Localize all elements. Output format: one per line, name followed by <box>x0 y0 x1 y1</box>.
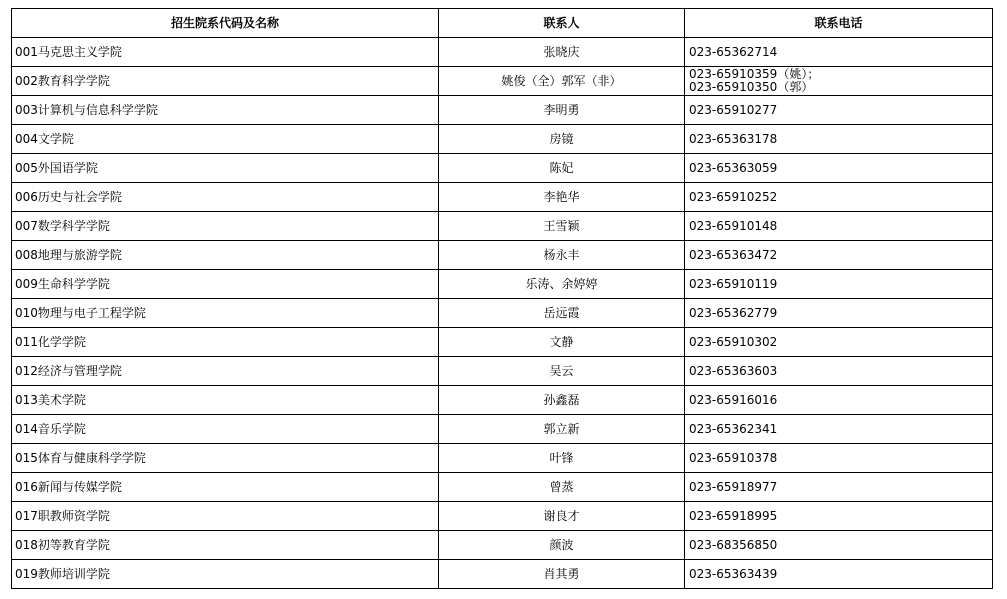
table-row <box>12 270 993 299</box>
phone-number: 023-65363603 <box>689 363 778 378</box>
contact-phone-cell <box>685 328 993 357</box>
department-cell: 012经济与管理学院 <box>12 357 439 386</box>
table-row <box>12 415 993 444</box>
contact-person-cell: 陈妃 <box>439 154 685 183</box>
table-row <box>12 299 993 328</box>
table-row <box>12 473 993 502</box>
department-cell: 017职教师资学院 <box>12 502 439 531</box>
phone-number: 023-65910252 <box>689 189 778 204</box>
phone-number: 023-65918995 <box>689 508 778 523</box>
contact-phone-cell <box>685 154 993 183</box>
department-cell: 002教育科学学院 <box>12 67 439 96</box>
contact-person-cell: 曾蒸 <box>439 473 685 502</box>
phone-number: 023-65363472 <box>689 247 778 262</box>
contact-phone-cell <box>685 444 993 473</box>
department-cell: 010物理与电子工程学院 <box>12 299 439 328</box>
contact-phone-cell <box>685 125 993 154</box>
department-cell: 011化学学院 <box>12 328 439 357</box>
department-cell: 007数学科学学院 <box>12 212 439 241</box>
table-row <box>12 444 993 473</box>
contact-phone-cell <box>685 96 993 125</box>
phone-number: 023-65363059 <box>689 160 778 175</box>
contact-person-cell: 颜波 <box>439 531 685 560</box>
contact-person-cell: 乐涛、余婷婷 <box>439 270 685 299</box>
contact-person-cell: 杨永丰 <box>439 241 685 270</box>
contact-phone-cell <box>685 502 993 531</box>
department-cell: 015体育与健康科学学院 <box>12 444 439 473</box>
department-cell: 016新闻与传媒学院 <box>12 473 439 502</box>
contact-phone-cell <box>685 183 993 212</box>
table-row <box>12 560 993 589</box>
contact-person-cell: 张晓庆 <box>439 38 685 67</box>
phone-number: 023-65362714 <box>689 44 778 59</box>
department-cell: 014音乐学院 <box>12 415 439 444</box>
department-cell: 005外国语学院 <box>12 154 439 183</box>
contact-phone-cell <box>685 415 993 444</box>
phone-number: 023-65910359（姚）； <box>689 67 820 81</box>
phone-number: 023-65910302 <box>689 334 778 349</box>
contact-phone-cell <box>685 38 993 67</box>
contact-phone-cell <box>685 531 993 560</box>
phone-number: 023-65910350（郭） <box>689 80 814 94</box>
table-row <box>12 357 993 386</box>
table-row <box>12 38 993 67</box>
contact-person-cell: 岳远霞 <box>439 299 685 328</box>
contact-phone-cell <box>685 241 993 270</box>
department-cell: 019教师培训学院 <box>12 560 439 589</box>
table-row <box>12 328 993 357</box>
phone-number: 023-65910148 <box>689 218 778 233</box>
contact-table-container <box>11 8 993 589</box>
table-row <box>12 502 993 531</box>
table-row <box>12 183 993 212</box>
phone-number: 023-65918977 <box>689 479 778 494</box>
phone-number: 023-65363178 <box>689 131 778 146</box>
table-row <box>12 241 993 270</box>
contact-phone-cell <box>685 473 993 502</box>
phone-number: 023-65916016 <box>689 392 778 407</box>
phone-number: 023-65910277 <box>689 102 778 117</box>
department-contact-table <box>11 8 993 589</box>
contact-person-cell: 李艳华 <box>439 183 685 212</box>
contact-person-cell: 吴云 <box>439 357 685 386</box>
contact-person-cell: 谢良才 <box>439 502 685 531</box>
contact-person-cell: 郭立新 <box>439 415 685 444</box>
department-cell: 018初等教育学院 <box>12 531 439 560</box>
phone-number: 023-65363439 <box>689 566 778 581</box>
table-row <box>12 125 993 154</box>
header-department: 招生院系代码及名称 <box>12 9 439 38</box>
department-cell: 004文学院 <box>12 125 439 154</box>
department-cell: 013美术学院 <box>12 386 439 415</box>
header-contact-phone: 联系电话 <box>685 9 993 38</box>
contact-phone-cell <box>685 299 993 328</box>
contact-phone-cell <box>685 67 993 96</box>
contact-person-cell: 王雪颖 <box>439 212 685 241</box>
contact-person-cell: 文静 <box>439 328 685 357</box>
table-body <box>12 38 993 589</box>
contact-person-cell: 房镜 <box>439 125 685 154</box>
phone-number: 023-68356850 <box>689 537 778 552</box>
department-cell: 003计算机与信息科学学院 <box>12 96 439 125</box>
phone-number: 023-65910378 <box>689 450 778 465</box>
contact-phone-cell <box>685 212 993 241</box>
contact-phone-cell <box>685 560 993 589</box>
table-row <box>12 531 993 560</box>
table-header-row <box>12 9 993 38</box>
phone-number: 023-65910119 <box>689 276 778 291</box>
contact-person-cell: 李明勇 <box>439 96 685 125</box>
contact-phone-cell <box>685 270 993 299</box>
department-cell: 006历史与社会学院 <box>12 183 439 212</box>
department-cell: 008地理与旅游学院 <box>12 241 439 270</box>
table-row <box>12 212 993 241</box>
contact-person-cell: 叶锋 <box>439 444 685 473</box>
header-contact-person: 联系人 <box>439 9 685 38</box>
contact-person-cell: 肖其勇 <box>439 560 685 589</box>
department-cell: 001马克思主义学院 <box>12 38 439 67</box>
department-cell: 009生命科学学院 <box>12 270 439 299</box>
table-row <box>12 67 993 96</box>
phone-number: 023-65362779 <box>689 305 778 320</box>
contact-person-cell: 孙鑫磊 <box>439 386 685 415</box>
contact-phone-cell <box>685 386 993 415</box>
contact-person-cell: 姚俊（全）郭军（非） <box>439 67 685 96</box>
table-row <box>12 154 993 183</box>
phone-number: 023-65362341 <box>689 421 778 436</box>
table-row <box>12 96 993 125</box>
contact-phone-cell <box>685 357 993 386</box>
table-row <box>12 386 993 415</box>
